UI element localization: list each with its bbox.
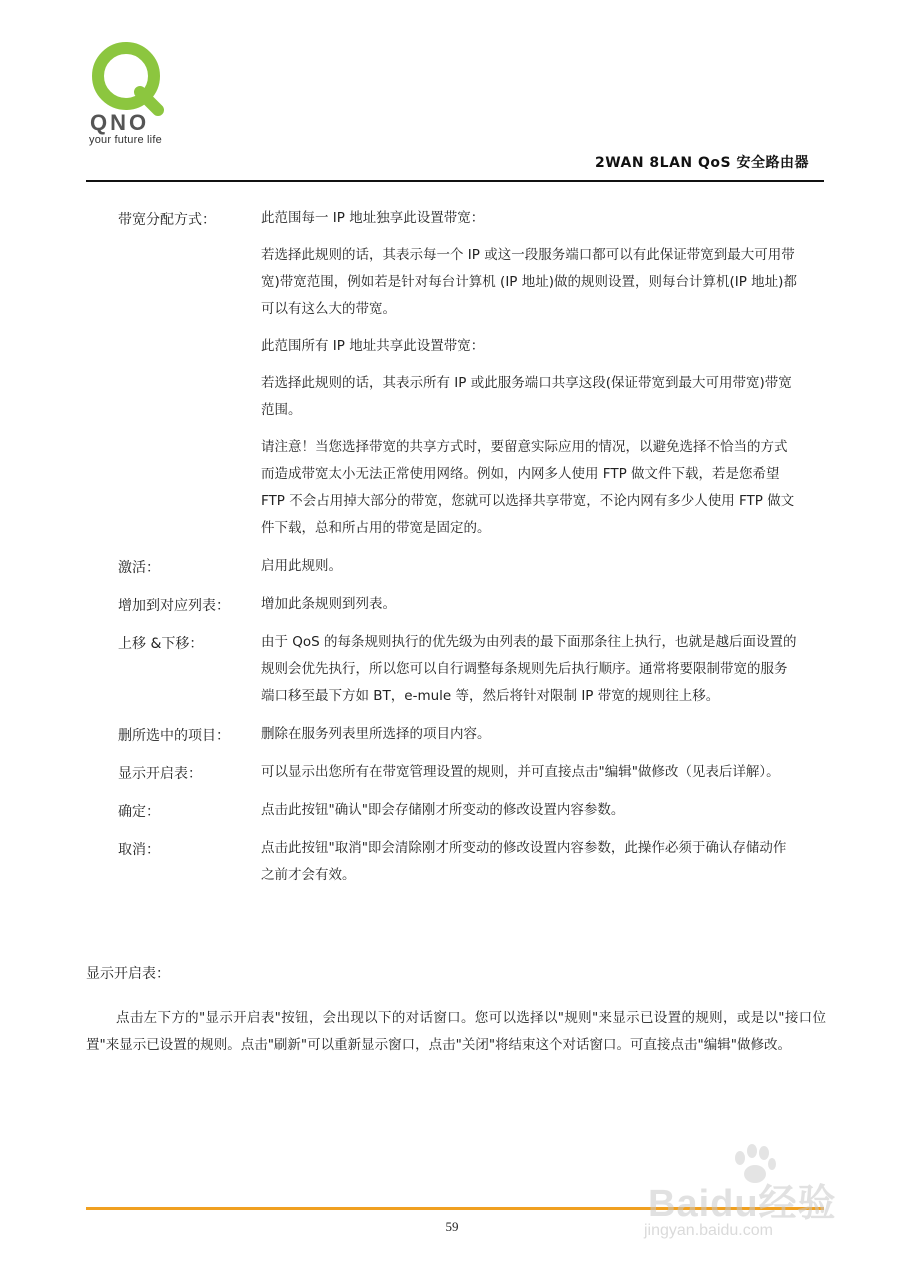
definition-term: 显示开启表： bbox=[118, 766, 202, 782]
definition-paragraph: 点击此按钮"确认"即会存储刚才所变动的修改设置内容参数。 bbox=[261, 802, 625, 818]
definition-row bbox=[118, 629, 798, 710]
definition-description bbox=[261, 205, 798, 542]
qno-logo-text: QNO bbox=[90, 110, 150, 135]
definition-term: 取消： bbox=[118, 842, 160, 858]
definition-term: 激活： bbox=[118, 560, 160, 576]
tagline: your future life bbox=[89, 134, 162, 146]
header-divider bbox=[86, 180, 824, 182]
definition-paragraph: 增加此条规则到列表。 bbox=[261, 596, 396, 612]
definition-description bbox=[261, 835, 798, 889]
baidu-jingyan-watermark bbox=[640, 1150, 860, 1250]
definition-paragraph: 点击此按钮"取消"即会清除刚才所变动的修改设置内容参数，此操作必须于确认存储动作之前才会有效。 bbox=[261, 840, 787, 883]
definition-paragraph: 若选择此规则的话，其表示每一个 IP 或这一段服务端口都可以有此保证带宽到最大可用带宽)带宽范围，例如若是针对每台计算机 (IP 地址)做的规则设置，则每台计算机(IP 地址)都可以有这么大的带宽。 bbox=[261, 247, 797, 317]
definition-description bbox=[261, 721, 798, 748]
definition-paragraph: 可以显示出您所有在带宽管理设置的规则，并可直接点击"编辑"做修改（见表后详解）。 bbox=[261, 764, 780, 780]
settings-definitions bbox=[118, 205, 798, 889]
section-heading: 显示开启表： bbox=[86, 966, 170, 982]
definition-row bbox=[118, 835, 798, 889]
definition-term: 带宽分配方式： bbox=[118, 212, 216, 228]
document-header-title: 2WAN 8LAN QoS 安全路由器 bbox=[594, 155, 809, 171]
section-body-paragraph: 点击左下方的"显示开启表"按钮，会出现以下的对话窗口。您可以选择以"规则"来显示已设置的规则，或是以"接口位置"来显示已设置的规则。点击"刷新"可以重新显示窗口，点击"关闭"将结束这个对话窗口。可直接点击"编辑"做修改。 bbox=[86, 1010, 826, 1053]
definition-paragraph: 此范围每一 IP 地址独享此设置带宽： bbox=[261, 210, 485, 226]
definition-paragraph: 删除在服务列表里所选择的项目内容。 bbox=[261, 726, 491, 742]
definition-term: 增加到对应列表： bbox=[118, 598, 230, 614]
definition-term: 确定： bbox=[118, 804, 160, 820]
definition-description bbox=[261, 629, 798, 710]
definition-description bbox=[261, 591, 798, 618]
definition-row bbox=[118, 553, 798, 580]
definition-paragraph: 若选择此规则的话，其表示所有 IP 或此服务端口共享这段(保证带宽到最大可用带宽)带宽范围。 bbox=[261, 375, 792, 418]
definition-description bbox=[261, 759, 798, 786]
watermark-main-text: Baidu经验 bbox=[648, 1183, 837, 1225]
definition-description bbox=[261, 797, 798, 824]
definition-term: 删所选中的项目： bbox=[118, 728, 230, 744]
definition-paragraph: 此范围所有 IP 地址共享此设置带宽： bbox=[261, 338, 485, 354]
watermark-url: jingyan.baidu.com bbox=[644, 1222, 773, 1239]
qno-logo-graphic bbox=[88, 40, 178, 135]
definition-row bbox=[118, 205, 798, 542]
definition-paragraph: 请注意！当您选择带宽的共享方式时，要留意实际应用的情况，以避免选择不恰当的方式而造成带宽太小无法正常使用网络。例如，内网多人使用 FTP 做文件下载，若是您希望 FTP 不会占用掉大部分的带宽，您就可以选择共享带宽，不论内网有多少人使用 FTP 做文件下载，总和所占用的带宽是固定的。 bbox=[261, 439, 795, 536]
definition-paragraph: 启用此规则。 bbox=[261, 558, 342, 574]
definition-row bbox=[118, 591, 798, 618]
definition-paragraph: 由于 QoS 的每条规则执行的优先级为由列表的最下面那条往上执行，也就是越后面设置的规则会优先执行，所以您可以自行调整每条规则先后执行顺序。通常将要限制带宽的服务端口移至最下方如 BT，e-mule 等，然后将针对限制 IP 带宽的规则往上移。 bbox=[261, 634, 797, 704]
page-number: 59 bbox=[445, 1219, 459, 1234]
definition-row bbox=[118, 759, 798, 786]
definition-term: 上移 &下移： bbox=[118, 636, 204, 652]
definition-description bbox=[261, 553, 798, 580]
definition-row bbox=[118, 797, 798, 824]
definition-row bbox=[118, 721, 798, 748]
